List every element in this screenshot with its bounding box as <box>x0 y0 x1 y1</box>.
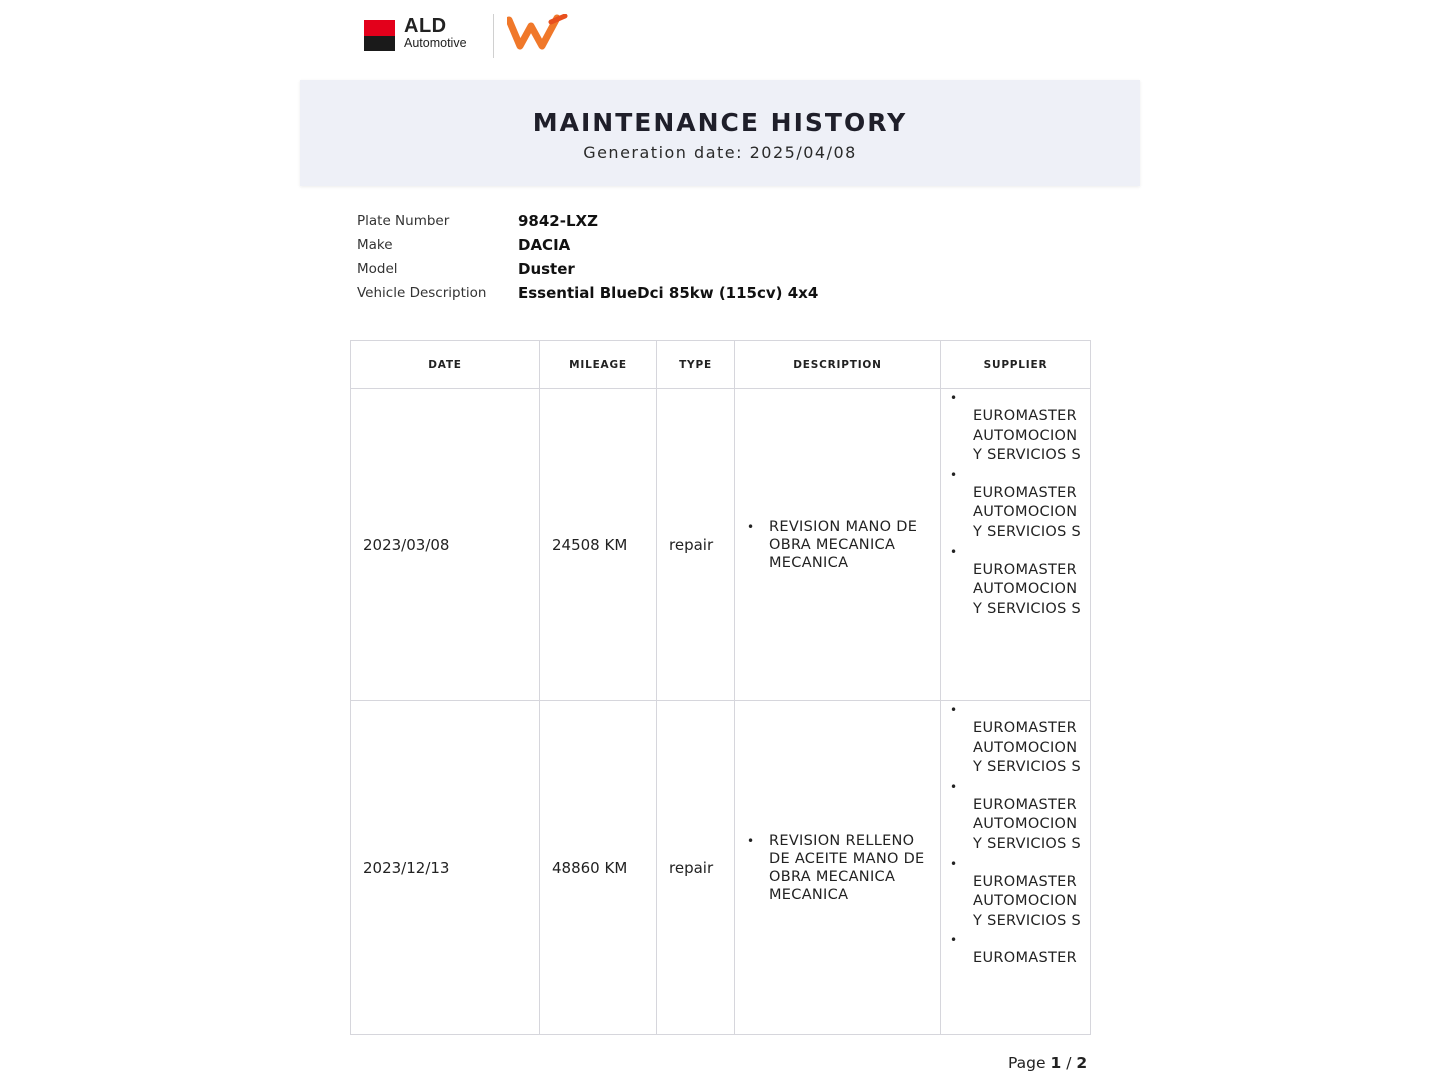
vehicle-info-row <box>357 283 1077 307</box>
vehicle-info-row <box>357 211 1077 235</box>
w-brand-logo-icon <box>507 14 569 50</box>
description-list <box>747 518 940 572</box>
maintenance-history-table <box>350 340 1091 1035</box>
supplier-list <box>941 389 1090 619</box>
description-cell <box>735 389 941 701</box>
plate-number-value: 9842-LXZ <box>518 212 598 230</box>
vehicle-info <box>357 211 1077 307</box>
ald-automotive-logo <box>362 16 482 54</box>
column-header-description: DESCRIPTION <box>735 341 941 389</box>
model-value: Duster <box>518 260 575 278</box>
current-page: 1 <box>1050 1054 1062 1072</box>
logo-divider <box>493 14 494 58</box>
generation-date-label: Generation date: <box>583 143 743 162</box>
column-header-date: DATE <box>351 341 540 389</box>
date-cell: 2023/03/08 <box>351 389 540 701</box>
column-header-type: TYPE <box>657 341 735 389</box>
type-cell: repair <box>657 701 735 1035</box>
vehicle-info-row <box>357 259 1077 283</box>
page-separator: / <box>1066 1054 1072 1072</box>
supplier-item: • EUROMASTER AUTOMOCION Y SERVICIOS S <box>941 389 1090 466</box>
page-label: Page <box>1008 1054 1046 1072</box>
make-value: DACIA <box>518 236 571 254</box>
page-title: MAINTENANCE HISTORY <box>532 108 908 137</box>
ald-logo-mark-icon <box>364 20 395 51</box>
supplier-cell <box>941 701 1091 1035</box>
column-header-mileage: MILEAGE <box>540 341 657 389</box>
date-cell: 2023/12/13 <box>351 701 540 1035</box>
supplier-item: • EUROMASTER AUTOMOCION Y SERVICIOS S <box>941 466 1090 543</box>
total-pages: 2 <box>1076 1054 1088 1072</box>
supplier-cell <box>941 389 1091 701</box>
description-list <box>747 832 940 904</box>
type-cell: repair <box>657 389 735 701</box>
model-label: Model <box>357 261 398 277</box>
supplier-item: • EUROMASTER <box>941 931 1090 969</box>
ald-logo-name: ALD <box>404 15 447 37</box>
table-header-row <box>351 341 1091 389</box>
supplier-item: • EUROMASTER AUTOMOCION Y SERVICIOS S <box>941 543 1090 620</box>
mileage-cell: 48860 KM <box>540 701 657 1035</box>
supplier-item: • EUROMASTER AUTOMOCION Y SERVICIOS S <box>941 701 1090 778</box>
logo-bar <box>362 12 582 60</box>
mileage-cell: 24508 KM <box>540 389 657 701</box>
vehicle-description-value: Essential BlueDci 85kw (115cv) 4x4 <box>518 284 819 302</box>
supplier-item: • EUROMASTER AUTOMOCION Y SERVICIOS S <box>941 855 1090 932</box>
generation-date-value: 2025/04/08 <box>749 143 857 162</box>
supplier-item: • EUROMASTER AUTOMOCION Y SERVICIOS S <box>941 778 1090 855</box>
generation-date-line <box>300 143 1140 162</box>
table-row <box>351 389 1091 701</box>
ald-logo-subtitle: Automotive <box>404 36 467 50</box>
description-cell <box>735 701 941 1035</box>
table-row <box>351 701 1091 1035</box>
column-header-supplier: SUPPLIER <box>941 341 1091 389</box>
vehicle-description-label: Vehicle Description <box>357 285 487 301</box>
make-label: Make <box>357 237 393 253</box>
title-band <box>300 80 1140 186</box>
supplier-list <box>941 701 1090 969</box>
description-item: • REVISION MANO DE OBRA MECANICA MECANICA <box>769 518 940 572</box>
plate-number-label: Plate Number <box>357 213 450 229</box>
description-item: • REVISION RELLENO DE ACEITE MANO DE OBRA MECANICA MECANICA <box>769 832 940 904</box>
vehicle-info-row <box>357 235 1077 259</box>
page-indicator <box>1008 1054 1087 1072</box>
